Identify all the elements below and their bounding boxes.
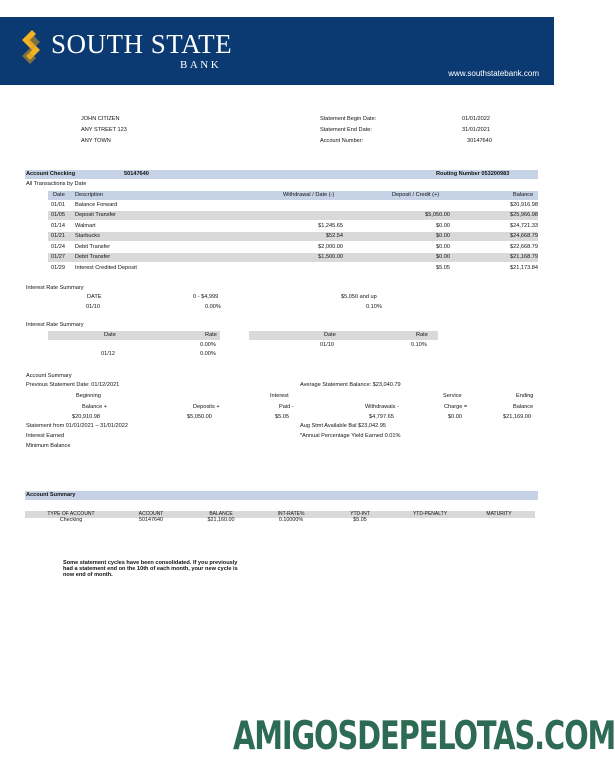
summary-col-ytd-penalty: YTD-PENALTY — [412, 511, 448, 517]
row-date: 01/05 — [51, 212, 65, 218]
previous-statement-date: Previous Statement Date: 01/12/2021 — [26, 382, 120, 388]
interest-left-header — [48, 331, 220, 340]
routing-number: Routing Number 053200983 — [436, 171, 510, 177]
summary-value-interest: $5.05 — [275, 414, 289, 420]
interest-left-date-label: Date — [104, 332, 116, 338]
interest-summary-title: Interest Rate Summary — [26, 285, 84, 291]
col-balance: Balance — [513, 192, 534, 198]
row-date: 01/01 — [51, 202, 65, 208]
summary-cell-balance: $21,160.00 — [207, 517, 235, 523]
row-withdrawal: $1,245.65 — [318, 223, 343, 229]
row-deposit: $5,050.00 — [425, 212, 450, 218]
summary-balance-plus: Balance + — [82, 404, 108, 410]
row-date: 01/29 — [51, 265, 65, 271]
summary-cell-account: 50147640 — [139, 517, 163, 523]
interest-row-date: 01/10 — [86, 304, 100, 310]
bank-header — [0, 17, 554, 85]
interest-left-rate-a: 0.00% — [200, 342, 216, 348]
statement-period: Statement from 01/01/2021 – 31/01/2022 — [26, 423, 129, 429]
row-deposit: $0.00 — [436, 233, 450, 239]
bank-logo-icon — [18, 28, 44, 66]
notice-line-2: had a statement end on the 10th of each month, your new cycle is — [63, 566, 238, 572]
interest-summary-2-title: Interest Rate Summary — [26, 322, 84, 328]
summary-deposits-plus: Deposits + — [193, 404, 220, 410]
annual-percentage-yield: *Annual Percentage Yield Earned 0.01% — [300, 433, 401, 439]
bank-name: SOUTH STATE — [51, 29, 233, 59]
bank-name-sub: BANK — [180, 59, 222, 71]
row-description: Walmart — [75, 223, 96, 229]
row-date: 01/24 — [51, 244, 65, 250]
interest-right-date-label: Date — [324, 332, 336, 338]
interest-row-rate-2: 0.10% — [366, 304, 382, 310]
row-withdrawal: $1,500.00 — [318, 254, 343, 260]
notice-line-1: Some statement cycles have been consolidated. If you previously — [63, 560, 238, 566]
row-date: 01/27 — [51, 254, 65, 260]
row-date: 01/14 — [51, 223, 65, 229]
row-balance: $22,668.79 — [510, 244, 538, 250]
interest-right-date-a: 01/10 — [320, 342, 334, 348]
interest-left-rate-b: 0.00% — [200, 351, 216, 357]
summary-charge-eq: Charge = — [444, 404, 468, 410]
account-summary-table-bar — [25, 491, 538, 500]
interest-col-date: DATE — [87, 294, 102, 300]
statement-begin-value: 01/01/2022 — [462, 116, 490, 122]
row-balance: $21,173.84 — [510, 265, 538, 271]
row-shade — [48, 232, 538, 241]
summary-col-account: ACCOUNT — [138, 511, 164, 517]
row-deposit: $0.00 — [436, 223, 450, 229]
row-description: Interest Credited Deposit — [75, 265, 137, 271]
account-number-value: 30147640 — [467, 138, 492, 144]
interest-right-rate-label: Rate — [416, 332, 428, 338]
summary-col-ytd-int: YTD-INT — [350, 511, 370, 517]
row-date: 01/21 — [51, 233, 65, 239]
row-balance: $24,721.33 — [510, 223, 538, 229]
interest-left-rate-label: Rate — [205, 332, 217, 338]
summary-cell-int-rate: 0.10000% — [278, 517, 304, 523]
row-balance: $25,966.98 — [510, 212, 538, 218]
summary-col-type: TYPE OF ACCOUNT — [47, 511, 95, 517]
account-summary-table-title: Account Summary — [26, 492, 76, 498]
summary-ending-label: Ending — [516, 393, 534, 399]
summary-col-maturity: MATURITY — [486, 511, 512, 517]
summary-cell-ytd-int: $5.05 — [353, 517, 367, 523]
row-deposit: $0.00 — [436, 244, 450, 250]
checking-account-number: 50147640 — [124, 171, 149, 177]
summary-col-int-rate: INT-RATE% — [277, 511, 305, 517]
statement-begin-label: Statement Begin Date: — [320, 116, 377, 122]
row-description: Deposit Transfer — [75, 212, 117, 218]
summary-value-deposits: $5,050.00 — [187, 414, 212, 420]
row-balance: $24,668.79 — [510, 233, 538, 239]
summary-balance-label: Balance — [513, 404, 534, 410]
average-statement-balance: Average Statement Balance: $23,040.79 — [300, 382, 401, 388]
row-shade — [48, 211, 538, 220]
interest-tier-2: $5,050 and up — [341, 294, 377, 300]
summary-paid-minus: Paid - — [279, 404, 294, 410]
aug-stmt-available-balance: Aug Stmt Available Bal $23,042.95 — [300, 423, 387, 429]
col-description: Description — [75, 192, 103, 198]
customer-name: JOHN CITIZEN — [81, 116, 120, 122]
row-description: Starbucks — [75, 233, 100, 239]
minimum-balance-label: Minimum Balance — [26, 443, 71, 449]
summary-beginning-label: Beginning — [76, 393, 101, 399]
transactions-subtitle: All Transactions by Date — [26, 181, 87, 187]
summary-value-ending: $21,169.00 — [503, 414, 531, 420]
col-date: Date — [53, 192, 65, 198]
row-withdrawal: $2,000.00 — [318, 244, 343, 250]
checking-title: Account Checking — [26, 171, 76, 177]
customer-street: ANY STREET 123 — [81, 127, 127, 133]
statement-end-label: Statement End Date: — [320, 127, 372, 133]
row-shade — [48, 253, 538, 262]
bank-website: www.southstatebank.com — [448, 69, 539, 78]
notice-line-3: now end of month. — [63, 572, 113, 578]
row-description: Debit Transfer — [75, 244, 111, 250]
interest-row-rate-1: 0.00% — [205, 304, 221, 310]
summary-col-balance: BALANCE — [209, 511, 233, 517]
interest-left-date-b: 01/12 — [101, 351, 115, 357]
row-withdrawal: $52.54 — [325, 233, 343, 239]
account-summary-title: Account Summary — [26, 373, 72, 379]
summary-withdrawals-minus: Withdrawals - — [365, 404, 399, 410]
row-description: Balance Forward — [75, 202, 118, 208]
summary-cell-type: Checking — [59, 517, 83, 523]
col-withdrawal: Withdrawal / Date (-) — [283, 192, 335, 198]
account-number-label: Account Number: — [320, 138, 364, 144]
col-deposit: Deposit / Credit (+) — [392, 192, 440, 198]
interest-earned-label: Interest Earned — [26, 433, 65, 439]
interest-right-rate-a: 0.10% — [411, 342, 427, 348]
summary-value-beginning: $20,910.98 — [72, 414, 100, 420]
summary-interest-label: Interest — [270, 393, 289, 399]
customer-town: ANY TOWN — [81, 138, 111, 144]
summary-value-service: $0.00 — [448, 414, 462, 420]
interest-tier-1: 0 - $4,999 — [193, 294, 219, 300]
row-description: Debit Transfer — [75, 254, 111, 260]
row-balance: $21,168.79 — [510, 254, 538, 260]
statement-end-value: 31/01/2021 — [462, 127, 490, 133]
row-balance: $20,916.98 — [510, 202, 538, 208]
row-deposit: $0.00 — [436, 254, 450, 260]
summary-value-withdrawals: $4,797.65 — [369, 414, 394, 420]
interest-right-header — [249, 331, 438, 340]
summary-service-label: Service — [443, 393, 462, 399]
watermark-text: AMIGOSDEPELOTAS.COM — [233, 714, 615, 759]
row-deposit: $5.05 — [436, 265, 450, 271]
